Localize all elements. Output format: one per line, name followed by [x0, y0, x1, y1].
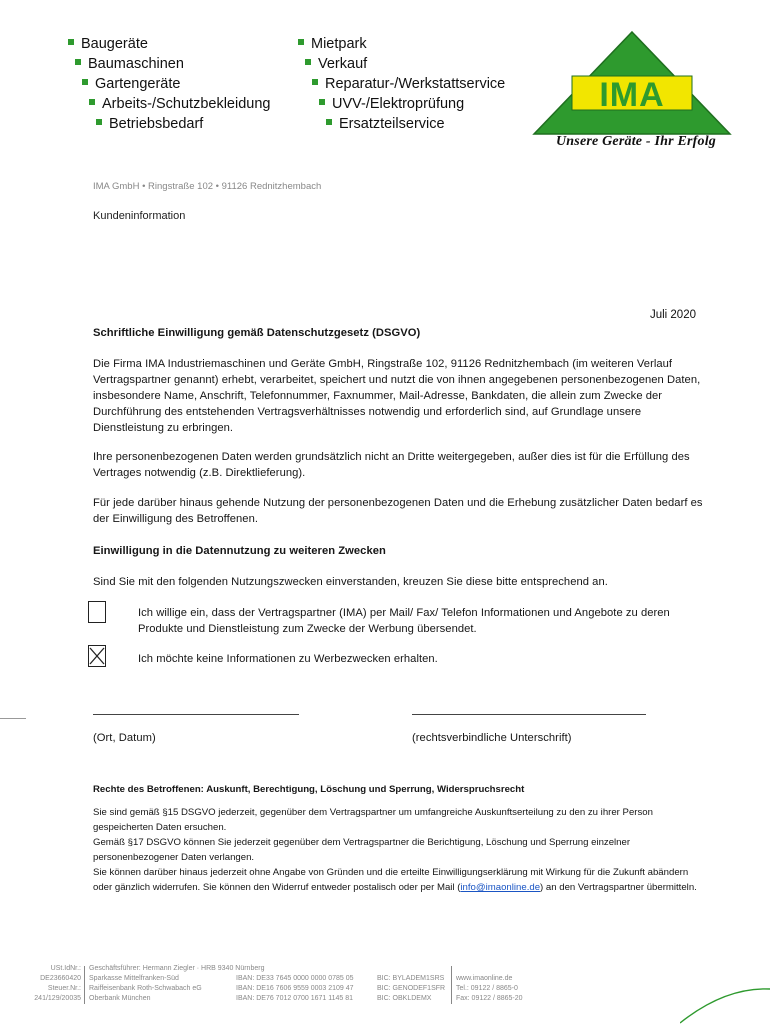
corner-decoration	[680, 985, 770, 1024]
section-intro: Sind Sie mit den folgenden Nutzungszwecken einverstanden, kreuzen Sie diese bitte entsprechend an.	[93, 576, 608, 588]
website-link[interactable]: www.imaonline.de	[456, 975, 513, 982]
footer-contact: www.imaonline.de Tel.: 09122 / 8865-0 Fax: 09122 / 8865-20	[456, 975, 523, 1002]
rights-paragraph: Sie sind gemäß §15 DSGVO jederzeit, gegenüber dem Vertragspartner um umfangreiche Auskunftserteilung zu den zu ihrer Person gespeicherten Daten ersuchen.	[93, 807, 653, 833]
service-item: Baugeräte	[68, 36, 148, 52]
no-advertising-checkbox[interactable]	[88, 645, 106, 667]
service-item: Ersatzteilservice	[326, 116, 445, 132]
service-item: Betriebsbedarf	[96, 116, 203, 132]
letter-title: Schriftliche Einwilligung gemäß Datenschutzgesetz (DSGVO)	[93, 327, 421, 339]
letter-date: Juli 2020	[649, 309, 696, 321]
service-item: Reparatur-/Werkstattservice	[312, 76, 505, 92]
section-title: Einwilligung in die Datennutzung zu weiteren Zwecken	[93, 545, 386, 557]
fold-mark	[0, 718, 26, 719]
bullet-icon	[305, 59, 311, 65]
option-label: Ich möchte keine Informationen zu Werbezwecken erhalten.	[138, 653, 438, 665]
signature-label: (rechtsverbindliche Unterschrift)	[412, 732, 572, 744]
bullet-icon	[89, 99, 95, 105]
bullet-icon	[82, 79, 88, 85]
footer-banks: Geschäftsführer: Hermann Ziegler · HRB 9340 Nürnberg Sparkasse Mittelfranken-Süd Raiffeisenbank Roth-Schwabach eG Oberbank München	[89, 965, 265, 1002]
place-date-line[interactable]	[93, 714, 299, 715]
rights-title: Rechte des Betroffenen: Auskunft, Berechtigung, Löschung und Sperrung, Widerspruchsrecht	[93, 784, 525, 795]
signature-line[interactable]	[412, 714, 646, 715]
paragraph: Ihre personenbezogenen Daten werden grundsätzlich nicht an Dritte weitergegeben, außer dies ist für die Erfüllung des Vertrages notwendig (z.B. Direktlieferung).	[93, 451, 690, 479]
service-item: Gartengeräte	[82, 76, 180, 92]
bullet-icon	[326, 119, 332, 125]
logo-slogan: Unsere Geräte - Ihr Erfolg	[556, 134, 716, 149]
email-link[interactable]: info@imaonline.de	[460, 882, 541, 893]
footer-tax: USt.IdNr.: DE23660420 Steuer.Nr.: 241/129/20035	[34, 965, 81, 1002]
service-item: Mietpark	[298, 36, 367, 52]
ima-logo	[532, 30, 732, 150]
bullet-icon	[312, 79, 318, 85]
service-item: Arbeits-/Schutzbekleidung	[89, 96, 270, 112]
bullet-icon	[75, 59, 81, 65]
footer-divider	[451, 966, 452, 1004]
bullet-icon	[68, 39, 74, 45]
service-item: Verkauf	[305, 56, 367, 72]
bullet-icon	[298, 39, 304, 45]
service-item: Baumaschinen	[75, 56, 184, 72]
recipient-label: Kundeninformation	[93, 210, 186, 222]
rights-paragraph: Sie können darüber hinaus jederzeit ohne Angabe von Gründen und die erteilte Einwilligungserklärung mit Wirkung für die Zukunft abändern oder gänzlich widerrufen. Sie können den Widerruf entweder postalisch oder per Mail (info@imaonline.de) an den Vertragspartner übermitteln.	[93, 867, 697, 893]
check-x-icon	[89, 646, 105, 666]
footer-bic: BIC: BYLADEM1SRS BIC: GENODEF1SFR BIC: OBKLDEMX	[377, 975, 446, 1002]
place-date-label: (Ort, Datum)	[93, 732, 156, 744]
paragraph: Die Firma IMA Industriemaschinen und Geräte GmbH, Ringstraße 102, 91126 Rednitzhembach (im weiteren Verlauf Vertragspartner genannt) erhebt, verarbeitet, speichert und nutzt die von ihnen angegebenen personenbezogenen Daten, insbesondere Name, Anschrift, Telefonnummer, Faxnummer, Mail-Adresse, Bankdaten, die allein zum Zwecke der Durchführung des entstehenden Vertragsverhältnisses notwendig und erforderlich sind, auf Grundlage unsere Dienstleistung zu erbringen.	[93, 358, 701, 434]
option-label: Ich willige ein, dass der Vertragspartner (IMA) per Mail/ Fax/ Telefon Informationen und Angebote zu deren Produkte und Dienstleistung zum Zwecke der Werbung übersendet.	[138, 607, 670, 635]
rights-paragraph: Gemäß §17 DSGVO können Sie jederzeit gegenüber dem Vertragspartner die Berichtigung, Löschung und Sperrung einzelner personenbezogener Daten verlangen.	[93, 837, 631, 863]
service-item: UVV-/Elektroprüfung	[319, 96, 464, 112]
footer-iban: IBAN: DE33 7645 0000 0000 0785 05 IBAN: DE16 7606 9559 0003 2109 47 IBAN: DE76 7012 0700 1671 1145 81	[236, 975, 354, 1002]
footer-divider	[84, 966, 85, 1004]
paragraph: Für jede darüber hinaus gehende Nutzung der personenbezogenen Daten und die Erhebung zusätzlicher Daten bedarf es der Einwilligung des Betroffenen.	[93, 497, 703, 525]
bullet-icon	[96, 119, 102, 125]
logo-text: IMA	[599, 76, 665, 114]
bullet-icon	[319, 99, 325, 105]
corner-arc-path	[680, 989, 770, 1023]
sender-line: IMA GmbH • Ringstraße 102 • 91126 Rednitzhembach	[93, 181, 322, 192]
consent-checkbox[interactable]	[88, 601, 106, 623]
